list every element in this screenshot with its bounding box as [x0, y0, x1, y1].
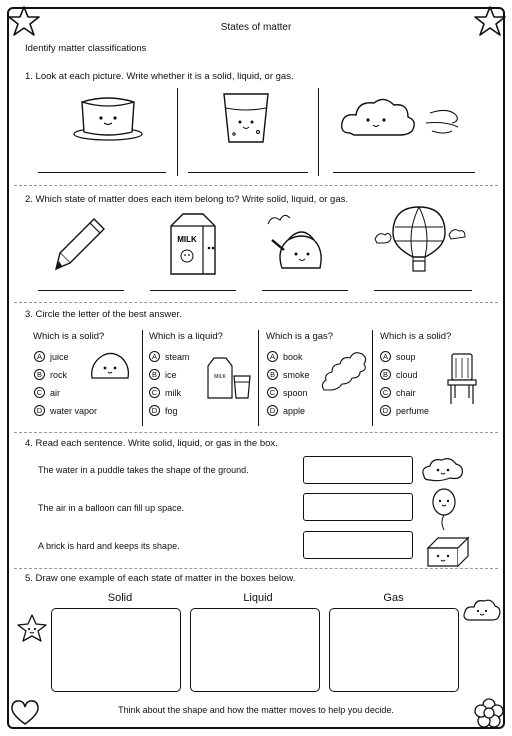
- column-divider: [142, 330, 143, 426]
- column-divider: [177, 88, 178, 176]
- answer-line[interactable]: [333, 172, 475, 173]
- mc-option[interactable]: [380, 351, 416, 362]
- option-text: soup: [396, 351, 416, 362]
- hot-air-balloon-icon: [373, 205, 467, 277]
- page-title: States of matter: [220, 22, 292, 33]
- option-text: ice: [165, 369, 177, 380]
- option-letter[interactable]: A: [380, 351, 391, 362]
- option-letter[interactable]: D: [267, 405, 278, 416]
- drawing-box-liquid[interactable]: [190, 608, 320, 692]
- mc-option[interactable]: [380, 405, 429, 416]
- mc-option[interactable]: [34, 351, 69, 362]
- sentence-text: The water in a puddle takes the shape of the ground.: [38, 465, 249, 475]
- option-letter[interactable]: D: [380, 405, 391, 416]
- sentence-text: A brick is hard and keeps its shape.: [38, 541, 180, 551]
- box-label-solid: Solid: [107, 592, 133, 604]
- option-text: book: [283, 351, 303, 362]
- question-5-prompt: 5. Draw one example of each state of matter in the boxes below.: [25, 573, 296, 584]
- ice-cube-icon: [68, 92, 148, 142]
- section-divider: [14, 568, 498, 569]
- mc-option[interactable]: [149, 351, 190, 362]
- mc-option[interactable]: [149, 369, 177, 380]
- option-text: air: [50, 387, 61, 398]
- page-subtitle: Identify matter classifications: [25, 43, 147, 54]
- option-text: milk: [165, 387, 181, 398]
- answer-line[interactable]: [188, 172, 308, 173]
- drawing-box-gas[interactable]: [329, 608, 459, 692]
- mc-question: Which is a solid?: [380, 331, 452, 342]
- mc-option[interactable]: [267, 369, 310, 380]
- answer-line[interactable]: [262, 290, 348, 291]
- water-glass-icon: [218, 90, 274, 146]
- question-1-prompt: 1. Look at each picture. Write whether it is a solid, liquid, or gas.: [25, 71, 294, 82]
- answer-line[interactable]: [38, 172, 166, 173]
- flower-icon: [472, 696, 506, 730]
- mc-option[interactable]: [34, 405, 97, 416]
- option-text: perfume: [396, 405, 430, 416]
- footer-tip: Think about the shape and how the matter moves to help you decide.: [118, 705, 394, 715]
- section-divider: [14, 302, 498, 303]
- section-divider: [14, 185, 498, 186]
- option-text: chair: [396, 387, 416, 398]
- option-letter[interactable]: D: [34, 405, 45, 416]
- option-letter[interactable]: C: [149, 387, 160, 398]
- mc-option[interactable]: [267, 405, 305, 416]
- option-text: smoke: [283, 369, 310, 380]
- mc-question: Which is a gas?: [266, 331, 334, 342]
- answer-box[interactable]: [303, 493, 413, 521]
- answer-box[interactable]: [303, 456, 413, 484]
- option-text: spoon: [283, 387, 308, 398]
- milk-and-glass-icon: [206, 356, 252, 400]
- milk-carton-icon: [163, 212, 223, 276]
- option-letter[interactable]: C: [34, 387, 45, 398]
- answer-line[interactable]: [374, 290, 472, 291]
- column-divider: [372, 330, 373, 426]
- balloon-icon: [430, 488, 458, 532]
- option-text: fog: [165, 405, 178, 416]
- cloud-icon: [340, 95, 470, 141]
- mc-question: Which is a liquid?: [149, 331, 223, 342]
- mc-option[interactable]: [267, 351, 303, 362]
- heart-icon: [8, 698, 42, 728]
- option-letter[interactable]: A: [34, 351, 45, 362]
- mc-option[interactable]: [34, 369, 67, 380]
- answer-line[interactable]: [38, 290, 124, 291]
- mc-option[interactable]: [380, 387, 416, 398]
- column-divider: [258, 330, 259, 426]
- smoke-icon: [318, 346, 368, 396]
- option-letter[interactable]: C: [267, 387, 278, 398]
- option-text: juice: [50, 351, 69, 362]
- puddle-icon: [420, 456, 464, 482]
- chair-icon: [446, 352, 478, 406]
- option-letter[interactable]: B: [267, 369, 278, 380]
- option-text: rock: [50, 369, 68, 380]
- sentence-text: The air in a balloon can fill up space.: [38, 503, 185, 513]
- option-letter[interactable]: A: [149, 351, 160, 362]
- section-divider: [14, 432, 498, 433]
- option-text: water vapor: [50, 405, 98, 416]
- option-text: apple: [283, 405, 306, 416]
- column-divider: [318, 88, 319, 176]
- option-letter[interactable]: C: [380, 387, 391, 398]
- smiling-cloud-icon: [462, 596, 502, 624]
- option-letter[interactable]: D: [149, 405, 160, 416]
- answer-line[interactable]: [150, 290, 236, 291]
- mc-option[interactable]: [149, 405, 178, 416]
- question-2-prompt: 2. Which state of matter does each item belong to? Write solid, liquid, or gas.: [25, 194, 348, 205]
- milk-label: MILK: [214, 374, 226, 380]
- smiling-star-icon: [16, 613, 48, 645]
- mc-option[interactable]: [380, 369, 418, 380]
- option-letter[interactable]: A: [267, 351, 278, 362]
- question-4-prompt: 4. Read each sentence. Write solid, liquid, or gas in the box.: [25, 438, 278, 449]
- brick-icon: [424, 534, 472, 570]
- mc-question: Which is a solid?: [33, 331, 105, 342]
- kettle-icon: [262, 210, 332, 276]
- option-text: cloud: [396, 369, 418, 380]
- pencil-icon: [52, 215, 110, 273]
- milk-label: MILK: [177, 235, 197, 244]
- option-letter[interactable]: B: [34, 369, 45, 380]
- option-text: steam: [165, 351, 190, 362]
- mc-option[interactable]: [34, 387, 60, 398]
- answer-box[interactable]: [303, 531, 413, 559]
- box-label-gas: Gas: [383, 592, 404, 604]
- rock-icon: [88, 350, 132, 382]
- mc-option[interactable]: [149, 387, 181, 398]
- box-label-liquid: Liquid: [243, 592, 273, 604]
- mc-option[interactable]: [267, 387, 308, 398]
- question-3-prompt: 3. Circle the letter of the best answer.: [25, 309, 182, 320]
- option-letter[interactable]: B: [149, 369, 160, 380]
- option-letter[interactable]: B: [380, 369, 391, 380]
- drawing-box-solid[interactable]: [51, 608, 181, 692]
